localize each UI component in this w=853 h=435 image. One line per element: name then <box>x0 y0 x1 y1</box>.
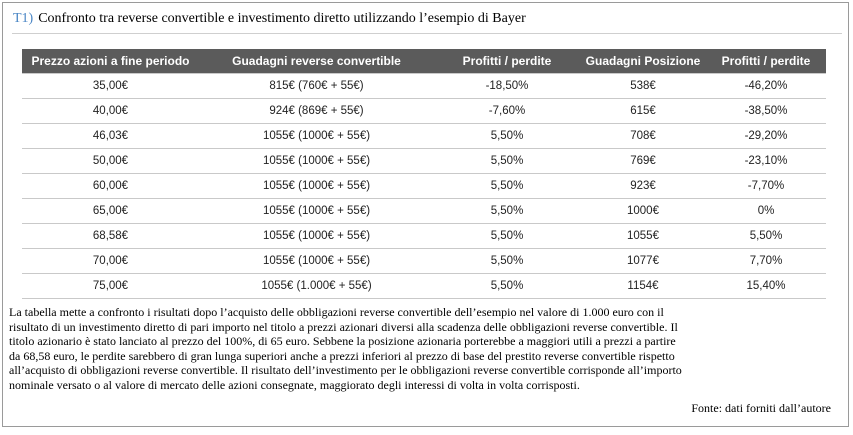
table-cell: 75,00€ <box>22 274 199 299</box>
header-rc-profit-loss: Profitti / perdite <box>434 49 580 74</box>
table-cell: 1055€ <box>580 224 706 249</box>
table-cell: 924€ (869€ + 55€) <box>199 99 434 124</box>
table-cell: 1154€ <box>580 274 706 299</box>
table-cell: -23,10% <box>706 149 826 174</box>
table-cell: 1000€ <box>580 199 706 224</box>
table-cell: 615€ <box>580 99 706 124</box>
table-row <box>22 199 826 224</box>
table-cell: 5,50% <box>706 224 826 249</box>
table-cell: -7,70% <box>706 174 826 199</box>
table-cell: 0% <box>706 199 826 224</box>
table-caption <box>9 305 839 393</box>
table-cell: 1055€ (1000€ + 55€) <box>199 224 434 249</box>
table-cell: 5,50% <box>434 199 580 224</box>
table-cell: 50,00€ <box>22 149 199 174</box>
table-cell: 538€ <box>580 74 706 99</box>
table-cell: -18,50% <box>434 74 580 99</box>
table-cell: 40,00€ <box>22 99 199 124</box>
table-row <box>22 74 826 99</box>
table-row <box>22 99 826 124</box>
table-cell: 1055€ (1000€ + 55€) <box>199 174 434 199</box>
title-divider <box>12 33 842 34</box>
table-cell: 35,00€ <box>22 74 199 99</box>
caption-line: risultato di un investimento diretto di pari importo nel titolo a prezzi azionari diversi alla scadenza delle obbligazioni reverse convertible. Il <box>9 319 678 334</box>
source-credit: Fonte: dati forniti dall’autore <box>691 401 831 415</box>
table-cell: 708€ <box>580 124 706 149</box>
figure-title-text: Confronto tra reverse convertible e investimento diretto utilizzando l’esempio di Bayer <box>38 11 526 26</box>
table-cell: -46,20% <box>706 74 826 99</box>
table-cell: 769€ <box>580 149 706 174</box>
figure-title <box>13 11 833 27</box>
table-cell: 5,50% <box>434 149 580 174</box>
table-cell: 70,00€ <box>22 249 199 274</box>
table-row <box>22 124 826 149</box>
table-cell: 5,50% <box>434 224 580 249</box>
table-cell: 815€ (760€ + 55€) <box>199 74 434 99</box>
comparison-table <box>22 49 826 299</box>
table-cell: 1055€ (1000€ + 55€) <box>199 199 434 224</box>
header-position-profit-loss: Profitti / perdite <box>706 49 826 74</box>
table-cell: 1077€ <box>580 249 706 274</box>
figure-tag: T1) <box>13 11 34 26</box>
table-cell: 60,00€ <box>22 174 199 199</box>
caption-line: all’acquisto di obbligazioni reverse convertible. Il risultato dell’investimento per le obbligazioni reverse convertible corrisponde all’importo <box>9 363 682 378</box>
header-share-price: Prezzo azioni a fine periodo <box>22 49 199 74</box>
caption-line: da 68,58 euro, le perdite sarebbero di gran lunga superiori anche a prezzi inferiori al prezzo di base del prestito reverse convertible rispetto <box>9 348 675 363</box>
table-cell: 1055€ (1.000€ + 55€) <box>199 274 434 299</box>
table-cell: -29,20% <box>706 124 826 149</box>
table-cell: 1055€ (1000€ + 55€) <box>199 149 434 174</box>
table-cell: 68,58€ <box>22 224 199 249</box>
table-cell: -7,60% <box>434 99 580 124</box>
table-row <box>22 249 826 274</box>
header-position-gain: Guadagni Posizione <box>580 49 706 74</box>
caption-line: nominale versato o al valore di mercato delle azioni consegnate, maggiorato degli interessi di volta in volta corrisposti. <box>9 377 580 392</box>
table-row <box>22 274 826 299</box>
table-cell: 1055€ (1000€ + 55€) <box>199 124 434 149</box>
caption-line: titolo azionario è stato lanciato al prezzo del 100%, di 65 euro. Sebbene la posizione azionaria porterebbe a maggiori utili a prezzi a partire <box>9 334 676 349</box>
table-cell: 46,03€ <box>22 124 199 149</box>
table-header-row <box>22 49 826 74</box>
table-cell: -38,50% <box>706 99 826 124</box>
table-cell: 5,50% <box>434 274 580 299</box>
table-cell: 5,50% <box>434 249 580 274</box>
table-cell: 5,50% <box>434 174 580 199</box>
table-row <box>22 174 826 199</box>
table-cell: 65,00€ <box>22 199 199 224</box>
table-cell: 1055€ (1000€ + 55€) <box>199 249 434 274</box>
table-row <box>22 224 826 249</box>
caption-line: La tabella mette a confronto i risultati dopo l’acquisto delle obbligazioni reverse convertible dell’esempio nel valore di 1.000 euro con il <box>9 305 664 319</box>
table-cell: 7,70% <box>706 249 826 274</box>
table-cell: 15,40% <box>706 274 826 299</box>
table-cell: 923€ <box>580 174 706 199</box>
table-cell: 5,50% <box>434 124 580 149</box>
table-row <box>22 149 826 174</box>
header-reverse-convertible-gain: Guadagni reverse convertible <box>199 49 434 74</box>
